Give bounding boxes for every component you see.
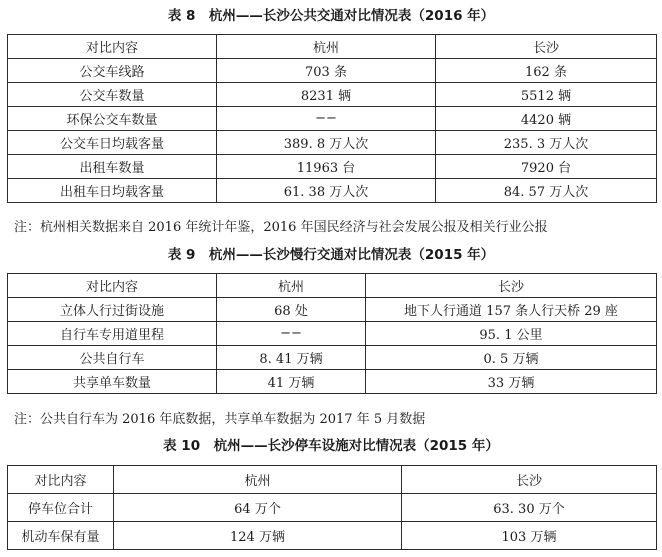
table8-header-cell: 杭州 bbox=[217, 35, 436, 59]
table-cell: 8231 辆 bbox=[217, 83, 436, 107]
table-cell: 公交车日均载客量 bbox=[8, 131, 217, 155]
table-cell: 停车位合计 bbox=[8, 494, 114, 522]
table-cell: 公交车线路 bbox=[8, 59, 217, 83]
table-cell: 5512 辆 bbox=[436, 83, 657, 107]
table9 bbox=[7, 273, 657, 394]
table9-caption: 表 9 杭州——长沙慢行交通对比情况表（2015 年） bbox=[167, 247, 495, 263]
table-cell: 162 条 bbox=[436, 59, 657, 83]
table9-header-cell: 长沙 bbox=[366, 274, 657, 298]
table10-header-row bbox=[8, 466, 657, 494]
table-row bbox=[8, 107, 657, 131]
table-cell: 机动车保有量 bbox=[8, 522, 114, 550]
table-cell: 0. 5 万辆 bbox=[366, 346, 657, 370]
table9-header-cell: 对比内容 bbox=[8, 274, 217, 298]
table-cell: 出租车日均载客量 bbox=[8, 179, 217, 203]
table-cell: 自行车专用道里程 bbox=[8, 322, 217, 346]
table-row bbox=[8, 322, 657, 346]
table-cell: 389. 8 万人次 bbox=[217, 131, 436, 155]
table-cell: 共享单车数量 bbox=[8, 370, 217, 394]
table-cell: 公共自行车 bbox=[8, 346, 217, 370]
table-cell: −− bbox=[217, 322, 366, 346]
table-cell: 33 万辆 bbox=[366, 370, 657, 394]
table-row bbox=[8, 131, 657, 155]
table8-caption: 表 8 杭州——长沙公共交通对比情况表（2016 年） bbox=[167, 8, 495, 24]
table-cell: 出租车数量 bbox=[8, 155, 217, 179]
table-cell: 61. 38 万人次 bbox=[217, 179, 436, 203]
table-row bbox=[8, 522, 657, 550]
table9-header-row bbox=[8, 274, 657, 298]
table8 bbox=[7, 34, 657, 203]
table-cell: 124 万辆 bbox=[114, 522, 402, 550]
table-cell: 11963 台 bbox=[217, 155, 436, 179]
table-row bbox=[8, 179, 657, 203]
table-cell: 64 万个 bbox=[114, 494, 402, 522]
table8-header-cell: 对比内容 bbox=[8, 35, 217, 59]
table-cell: 68 处 bbox=[217, 298, 366, 322]
table-cell: 41 万辆 bbox=[217, 370, 366, 394]
table-cell: −− bbox=[217, 107, 436, 131]
table10 bbox=[7, 465, 657, 550]
table-cell: 4420 辆 bbox=[436, 107, 657, 131]
table-cell: 公交车数量 bbox=[8, 83, 217, 107]
table9-note: 注：公共自行车为 2016 年底数据，共享单车数据为 2017 年 5 月数据 bbox=[14, 412, 426, 427]
table-row bbox=[8, 83, 657, 107]
table-cell: 95. 1 公里 bbox=[366, 322, 657, 346]
table8-header-row bbox=[8, 35, 657, 59]
table-row bbox=[8, 370, 657, 394]
table-row bbox=[8, 59, 657, 83]
table-cell: 103 万辆 bbox=[402, 522, 657, 550]
table-row bbox=[8, 155, 657, 179]
table9-header-cell: 杭州 bbox=[217, 274, 366, 298]
table-cell: 235. 3 万人次 bbox=[436, 131, 657, 155]
table-cell: 63. 30 万个 bbox=[402, 494, 657, 522]
table-cell: 84. 57 万人次 bbox=[436, 179, 657, 203]
table-cell: 7920 台 bbox=[436, 155, 657, 179]
table8-note: 注：杭州相关数据来自 2016 年统计年鉴，2016 年国民经济与社会发展公报及相关行业公报 bbox=[14, 220, 548, 235]
table-row bbox=[8, 346, 657, 370]
table10-header-cell: 长沙 bbox=[402, 466, 657, 494]
table-cell: 地下人行通道 157 条人行天桥 29 座 bbox=[366, 298, 657, 322]
table10-header-cell: 对比内容 bbox=[8, 466, 114, 494]
table-cell: 703 条 bbox=[217, 59, 436, 83]
table10-caption: 表 10 杭州——长沙停车设施对比情况表（2015 年） bbox=[163, 438, 499, 454]
table10-header-cell: 杭州 bbox=[114, 466, 402, 494]
table8-header-cell: 长沙 bbox=[436, 35, 657, 59]
table-cell: 环保公交车数量 bbox=[8, 107, 217, 131]
table-row bbox=[8, 494, 657, 522]
table-row bbox=[8, 298, 657, 322]
table-cell: 8. 41 万辆 bbox=[217, 346, 366, 370]
table-cell: 立体人行过街设施 bbox=[8, 298, 217, 322]
